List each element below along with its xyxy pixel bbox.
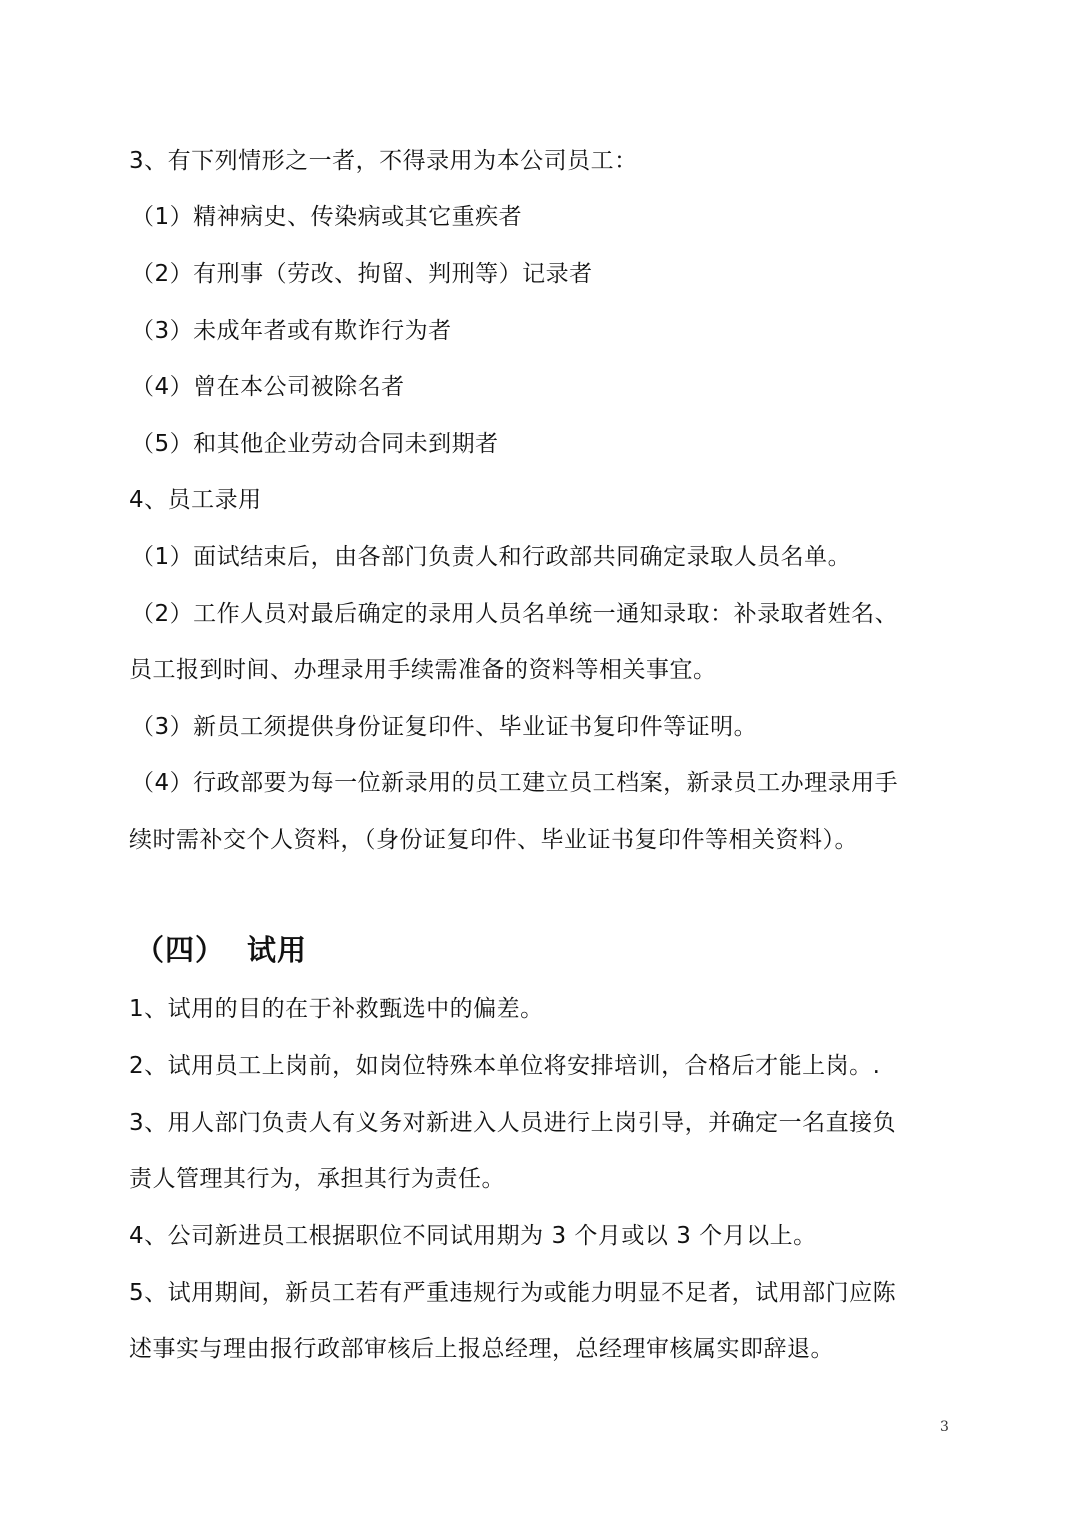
clause-4-item-2: （2）工作人员对最后确定的录用人员名单统一通知录取：补录取者姓名、 bbox=[131, 601, 899, 627]
probation-item-3-cont: 责人管理其行为，承担其行为责任。 bbox=[129, 1166, 505, 1192]
clause-4-heading: 4、员工录用 bbox=[129, 487, 262, 513]
probation-item-3: 3、用人部门负责人有义务对新进入人员进行上岗引导，并确定一名直接负 bbox=[129, 1110, 897, 1136]
clause-4-item-3: （3）新员工须提供身份证复印件、毕业证书复印件等证明。 bbox=[131, 714, 758, 740]
clause-3-item-3: （3）未成年者或有欺诈行为者 bbox=[131, 318, 452, 344]
clause-3-item-5: （5）和其他企业劳动合同未到期者 bbox=[131, 431, 499, 457]
section-number: （四） bbox=[135, 933, 226, 967]
clause-3-item-1: （1）精神病史、传染病或其它重疾者 bbox=[131, 204, 523, 230]
clause-4-item-1: （1）面试结束后，由各部门负责人和行政部共同确定录取人员名单。 bbox=[131, 544, 852, 570]
probation-item-1: 1、试用的目的在于补救甄选中的偏差。 bbox=[129, 996, 544, 1022]
probation-item-5: 5、试用期间，新员工若有严重违规行为或能力明显不足者，试用部门应陈 bbox=[129, 1280, 897, 1306]
clause-4-item-4: （4）行政部要为每一位新录用的员工建立员工档案，新录员工办理录用手 bbox=[131, 770, 899, 796]
clause-3-item-2: （2）有刑事（劳改、拘留、判刑等）记录者 bbox=[131, 261, 593, 287]
section-title: 试用 bbox=[247, 933, 308, 967]
clause-4-item-2-cont: 员工报到时间、办理录用手续需准备的资料等相关事宜。 bbox=[129, 657, 717, 683]
probation-item-4: 4、公司新进员工根据职位不同试用期为 3 个月或以 3 个月以上。 bbox=[129, 1223, 817, 1249]
probation-item-2: 2、试用员工上岗前，如岗位特殊本单位将安排培训，合格后才能上岗。. bbox=[129, 1053, 881, 1079]
page-number: 3 bbox=[940, 1419, 949, 1435]
probation-item-5-cont: 述事实与理由报行政部审核后上报总经理，总经理审核属实即辞退。 bbox=[129, 1336, 834, 1362]
section-heading bbox=[135, 930, 307, 970]
clause-3-item-4: （4）曾在本公司被除名者 bbox=[131, 374, 405, 400]
clause-4-item-4-cont: 续时需补交个人资料，（身份证复印件、毕业证书复印件等相关资料）。 bbox=[129, 827, 858, 853]
clause-3-heading: 3、有下列情形之一者，不得录用为本公司员工： bbox=[129, 148, 638, 174]
